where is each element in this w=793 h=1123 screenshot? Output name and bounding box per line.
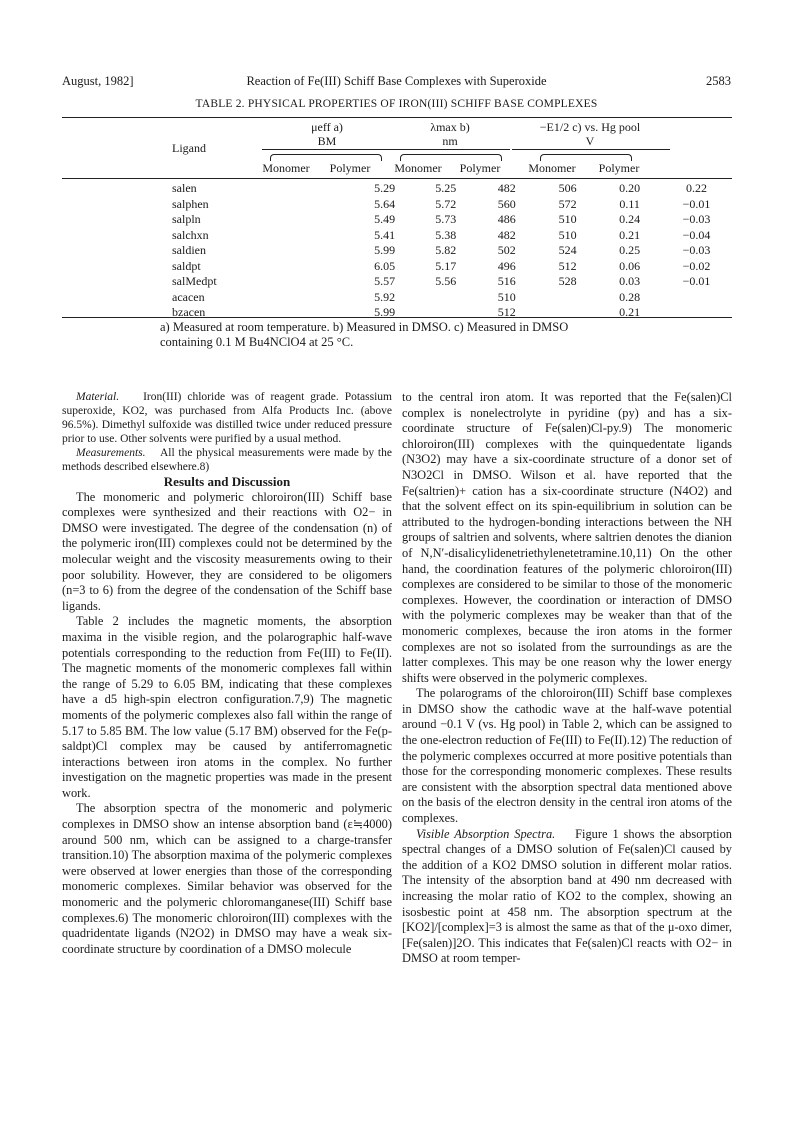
ligand-cell: bzacen xyxy=(172,305,206,319)
value-cell: 560 xyxy=(497,196,516,211)
lambdamax-brace xyxy=(400,154,502,161)
page-number: 2583 xyxy=(706,74,731,88)
value-cell: 0.06 xyxy=(619,258,641,273)
value-cell: 482 xyxy=(497,181,516,195)
mueff-unit: BM xyxy=(317,134,337,148)
value-cell xyxy=(661,305,732,321)
value-cell: 5.25 xyxy=(435,181,457,195)
half-wave-header: −E1/2 c) vs. Hg pool xyxy=(539,120,641,134)
mueff-header: μeff a) xyxy=(311,120,343,134)
value-cell: 5.72 xyxy=(435,196,457,211)
value-cell: 5.38 xyxy=(435,227,457,242)
value-cell: −0.03 xyxy=(682,243,711,257)
value-cell: 0.28 xyxy=(619,289,641,304)
mueff-group-rule xyxy=(262,149,392,150)
half-wave-group-rule xyxy=(512,149,670,150)
table-row xyxy=(62,228,732,244)
footnote-line-2: containing 0.1 M Bu4NClO4 at 25 °C. xyxy=(160,335,354,349)
results-paragraph-1: The monomeric and polymeric chloroiron(III) Schiff base complexes were synthesized and their reactions with O2− in DMSO were investigated. The degree of the condensation (n) of the polymeric iron(III) complexes could not be determined by the molecular weight and the viscosity measurements owing to their poor solubility. However, they are considered to be oligomers (n=3 to 6) from the degree of the condensation of the Schiff base ligands. xyxy=(62,489,392,613)
lambdamax-group-rule xyxy=(392,149,510,150)
value-cell: 5.64 xyxy=(374,196,396,211)
ligand-cell: acacen xyxy=(172,289,205,304)
value-cell: 5.99 xyxy=(374,305,396,319)
visible-spectra-label: Visible Absorption Spectra. xyxy=(416,826,556,841)
results-paragraph-2: Table 2 includes the magnetic moments, the absorption maxima in the visible region, and the polarographic half-wave potentials corresponding to the reduction from Fe(III) to Fe(II). The magnetic moments of the monomeric complexes fall within the range of 5.29 to 6.05 BM, indicating that these complexes have a d5 high-spin electron configuration.7,9) The magnetic moments of the polymeric complexes also fall within the range of 5.17 to 5.85 BM. The low value (5.17 BM) observed for the Fe(p-saldpt)Cl complex may be caused by antiferromagnetic interactions between iron atoms in the complex. No further investigation on the magnetic properties was made in the present work. xyxy=(62,614,392,800)
value-cell xyxy=(661,290,732,306)
left-column xyxy=(62,390,392,957)
value-cell: 486 xyxy=(497,212,516,226)
table-row xyxy=(62,290,732,306)
table-top-rule xyxy=(62,117,732,118)
value-cell: 510 xyxy=(497,289,516,304)
lambdamax-header: λmax b) xyxy=(430,120,470,134)
table-row xyxy=(62,181,732,197)
footnote-line-1: a) Measured at room temperature. b) Measured in DMSO. c) Measured in DMSO xyxy=(160,320,569,334)
value-cell: −0.01 xyxy=(682,274,711,288)
value-cell: 5.57 xyxy=(374,274,396,288)
value-cell: 528 xyxy=(558,274,577,288)
right-column xyxy=(402,390,732,967)
value-cell: 482 xyxy=(497,227,516,242)
ligand-header: Ligand xyxy=(172,141,206,155)
value-cell: 5.56 xyxy=(435,274,457,288)
value-cell: 0.11 xyxy=(619,196,640,211)
value-cell: 5.17 xyxy=(435,258,457,273)
value-cell: 524 xyxy=(558,243,577,257)
ligand-cell: salpln xyxy=(172,212,201,226)
half-wave-brace xyxy=(540,154,632,161)
ligand-cell: saldien xyxy=(172,243,206,257)
lambdamax-unit: nm xyxy=(442,134,458,148)
value-cell: 0.22 xyxy=(686,181,708,195)
subheader-polymer-1: Polymer xyxy=(329,161,371,175)
table-footnotes xyxy=(160,320,568,350)
table-row xyxy=(62,243,732,259)
subheader-monomer-1: Monomer xyxy=(262,161,310,175)
ligand-cell: salchxn xyxy=(172,227,209,242)
table-row xyxy=(62,259,732,275)
value-cell: −0.01 xyxy=(682,196,711,211)
value-cell: 510 xyxy=(558,227,577,242)
right-paragraph-1: to the central iron atom. It was reported that the Fe(salen)Cl complex is nonelectrolyte in pyridine (py) and has a six-coordinate structure of Fe(salen)Cl-py.9) The monomeric chloroiron(III) complexes with the quinquedentate ligands (N3O2) may have a six-coordinate structure of a donor set of N3O2Cl in DMSO. Wilson et al. have reported that the Fe(saltrien)+ cation has a six-coordinate structure (N4O2) and that the solvent effect on its spin-equilibrium in solution can be attributed to the hydrogen-bonding interactions between the NH groups of saltrien and solvents, where saltrien denotes the dianion of N,N′-disalicylidenetriethylenetetramine.10,11) On the other hand, the coordination features of the polymeric chloroiron(III) complexes are considered to be similar to those of the monomeric complexes. However, the coordination or interaction of DMSO with the polymeric complexes may be weaker than that of the monomeric complexes, because the iron atoms in the former complexes are not so isolated from the surroundings as are the latter complexes. This may be one reason why the lower energy shifts were observed in the polymeric complexes. xyxy=(402,390,732,685)
value-cell: 5.82 xyxy=(435,243,457,257)
value-cell: 5.73 xyxy=(435,212,457,226)
value-cell: 506 xyxy=(558,181,577,195)
results-paragraph-3: The absorption spectra of the monomeric and polymeric complexes in DMSO show an intense absorption band (ε≒4000) around 500 nm, which can be assigned to a charge-transfer transition.10) The absorption maxima of the polymeric complexes were observed at lower energies than those of the corresponding monomeric complexes. Similar behavior was observed for the monomeric and the polymeric chloromanganese(III) Schiff base complexes.6) The monomeric chloroiron(III) complexes with the quadridentate ligands (N2O2) in DMSO may have a weak six-coordinate structure by coordination of a DMSO molecule xyxy=(62,801,392,956)
properties-table xyxy=(62,181,732,321)
material-text: Iron(III) chloride was of reagent grade. Potassium superoxide, KO2, was purchased from Alfa Products Inc. (above 96.5%). Dimethyl sulfoxide was distilled twice under reduced pressure prior to use. Other solvents were purified by a usual method. xyxy=(62,391,392,445)
value-cell: 5.49 xyxy=(374,212,396,226)
value-cell: 0.20 xyxy=(619,181,641,195)
value-cell: −0.03 xyxy=(682,212,711,226)
half-wave-unit: V xyxy=(585,134,595,148)
value-cell: 510 xyxy=(558,212,577,226)
value-cell: 502 xyxy=(497,243,516,257)
value-cell: 5.92 xyxy=(374,289,396,304)
ligand-cell: salMedpt xyxy=(172,274,217,288)
table-caption: TABLE 2. PHYSICAL PROPERTIES OF IRON(III) SCHIFF BASE COMPLEXES xyxy=(195,98,598,110)
subheader-monomer-3: Monomer xyxy=(528,161,576,175)
ligand-cell: saldpt xyxy=(172,258,201,273)
material-paragraph xyxy=(62,390,392,446)
table-row xyxy=(62,197,732,213)
measurements-text: All the physical measurements were made by the methods described elsewhere.8) xyxy=(62,447,392,473)
table-row xyxy=(62,274,732,290)
material-label: Material. xyxy=(76,391,120,403)
value-cell: 0.03 xyxy=(619,274,641,288)
value-cell xyxy=(537,290,598,306)
value-cell: 0.21 xyxy=(619,227,641,242)
value-cell: 0.25 xyxy=(619,243,641,257)
value-cell: 0.24 xyxy=(619,212,641,226)
value-cell: −0.02 xyxy=(682,258,711,273)
table-row xyxy=(62,305,732,321)
value-cell: −0.04 xyxy=(682,227,711,242)
value-cell xyxy=(415,305,476,321)
measurements-paragraph xyxy=(62,446,392,474)
measurements-label: Measurements. xyxy=(76,447,146,459)
ligand-cell: salphen xyxy=(172,196,209,211)
section-title: Results and Discussion xyxy=(163,474,291,489)
value-cell xyxy=(537,305,598,321)
table-row xyxy=(62,212,732,228)
value-cell: 512 xyxy=(497,305,516,319)
value-cell: 516 xyxy=(497,274,516,288)
subheader-polymer-3: Polymer xyxy=(598,161,640,175)
value-cell: 0.21 xyxy=(619,305,641,319)
mueff-brace xyxy=(270,154,382,161)
value-cell: 5.99 xyxy=(374,243,396,257)
value-cell: 6.05 xyxy=(374,258,396,273)
running-header-title: Reaction of Fe(III) Schiff Base Complexes with Superoxide xyxy=(246,74,547,88)
ligand-cell: salen xyxy=(172,181,197,195)
running-header-date: August, 1982] xyxy=(62,74,134,88)
subheader-monomer-2: Monomer xyxy=(394,161,442,175)
visible-spectra-text: Figure 1 shows the absorption spectral changes of a DMSO solution of Fe(salen)Cl caused by the addition of a KO2 DMSO solution in different molar ratios. The intensity of the absorption band at 490 nm decreased with increasing the molar ratio of KO2 to the complex, showing an isosbestic point at 458 nm. The absorption spectrum at the [KO2]/[complex]=3 is almost the same as that of the μ-oxo dimer, [Fe(salen)]2O. This indicates that Fe(salen)Cl reacts with O2− in DMSO at room temper- xyxy=(402,826,732,966)
table-header-rule xyxy=(62,178,732,179)
value-cell: 5.29 xyxy=(374,181,396,195)
value-cell: 5.41 xyxy=(374,227,396,242)
right-paragraph-2: The polarograms of the chloroiron(III) Schiff base complexes in DMSO show the cathodic wave at the half-wave potential around −0.1 V (vs. Hg pool) in Table 2, which can be assigned to the one-electron reduction of Fe(III) to Fe(II).12) The reduction of the polymeric complexes occurred at more positive potentials than those for the corresponding monomeric complexes. These results are consistent with the absorption spectral data mentioned above on the basis of the electron density in the central iron atoms of the complexes. xyxy=(402,686,732,826)
table-bottom-rule xyxy=(62,317,732,318)
value-cell: 572 xyxy=(558,196,577,211)
right-paragraph-3 xyxy=(402,827,732,967)
value-cell: 512 xyxy=(558,258,577,273)
subheader-polymer-2: Polymer xyxy=(459,161,501,175)
value-cell xyxy=(415,290,476,306)
value-cell: 496 xyxy=(497,258,516,273)
